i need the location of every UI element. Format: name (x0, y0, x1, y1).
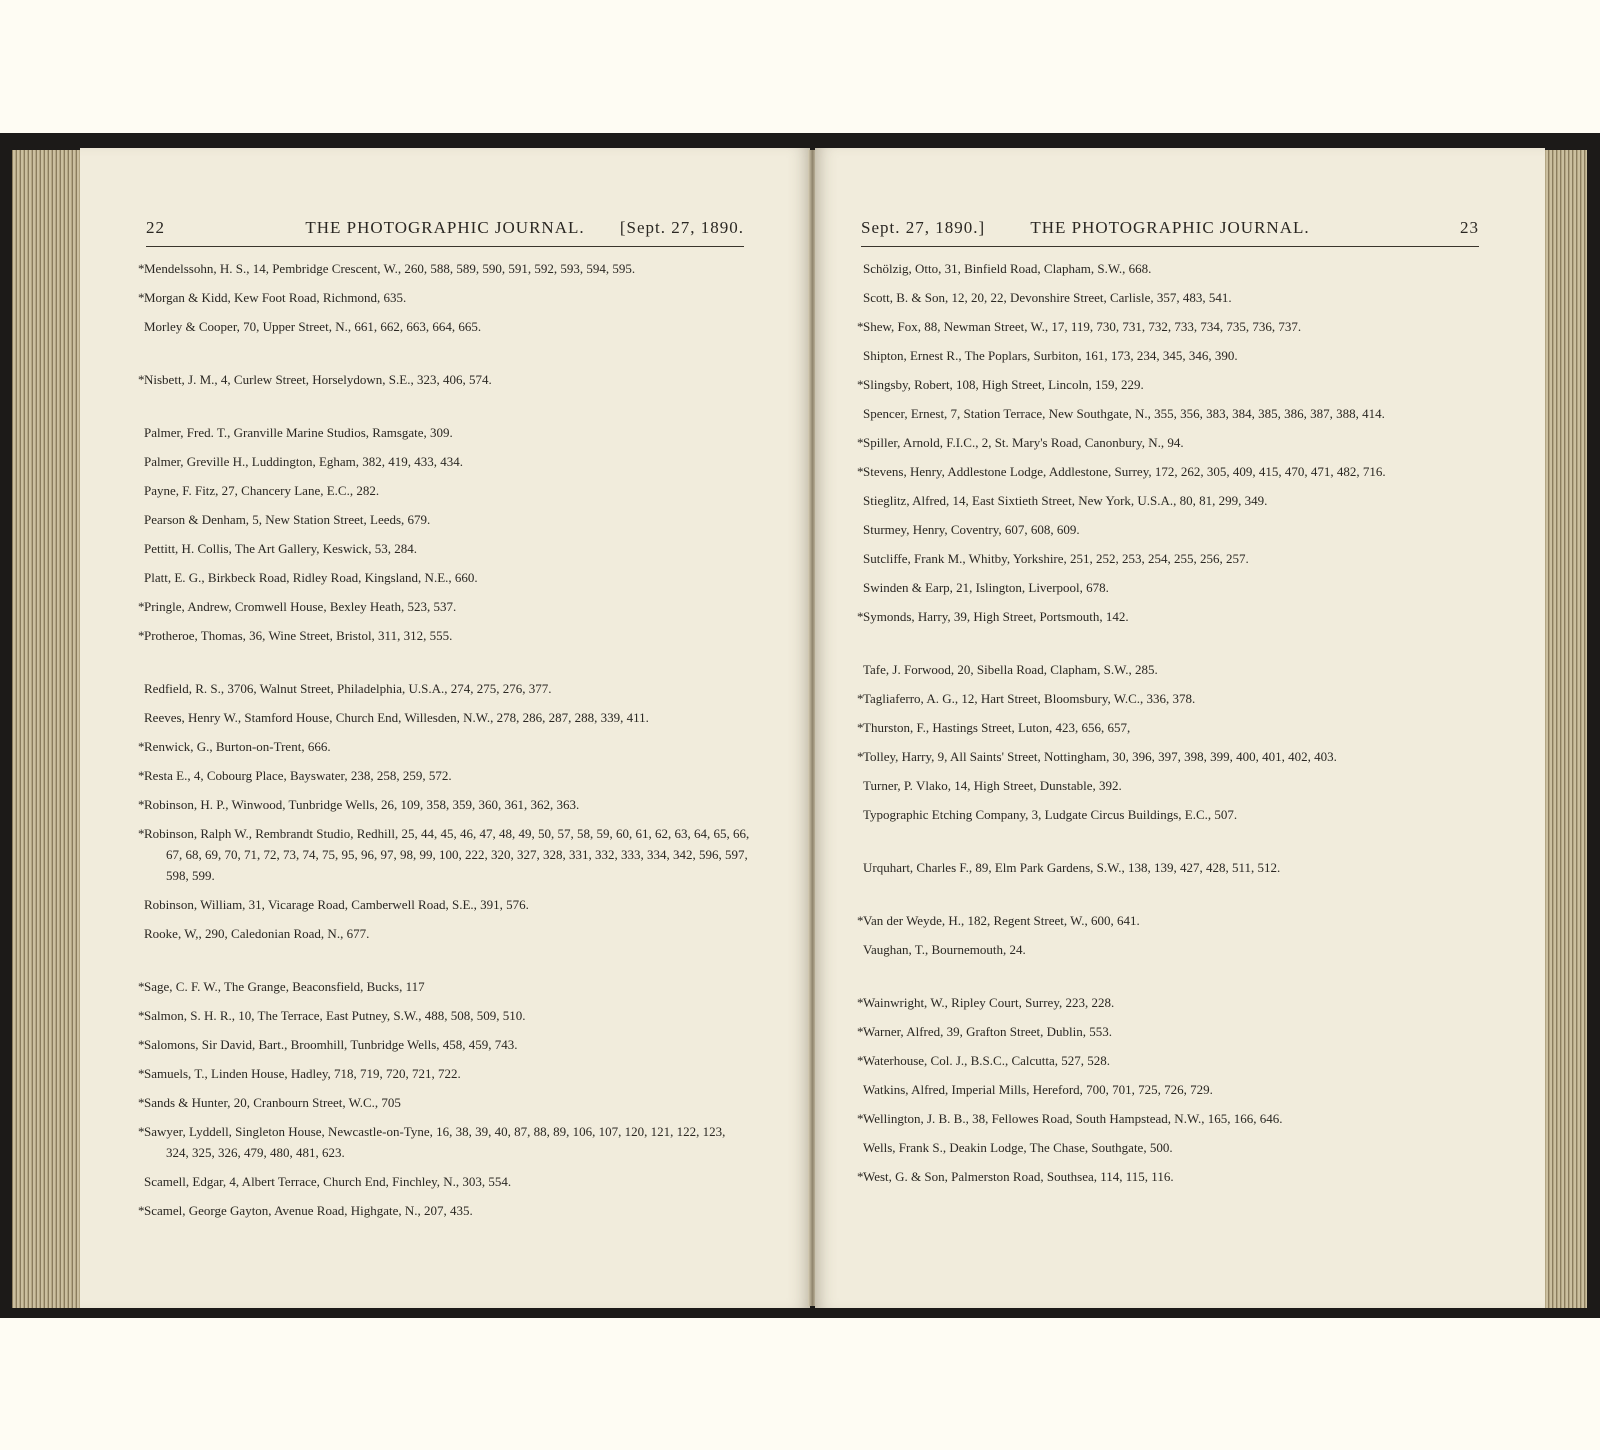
entry-text: Sutcliffe, Frank M., Whitby, Yorkshire, 251, 252, 253, 254, 255, 256, 257. (863, 551, 1249, 566)
index-entry (857, 688, 1481, 709)
index-entry (138, 1034, 750, 1055)
entry-text: Watkins, Alfred, Imperial Mills, Hereford, 700, 701, 725, 726, 729. (863, 1082, 1213, 1097)
entry-text: Scamell, Edgar, 4, Albert Terrace, Church End, Finchley, N., 303, 554. (144, 1174, 512, 1189)
index-entry (138, 823, 750, 886)
member-asterisk: * (138, 826, 145, 841)
entry-text: Slingsby, Robert, 108, High Street, Lincoln, 159, 229. (863, 377, 1144, 392)
member-asterisk: * (857, 1111, 864, 1126)
entry-text: Pringle, Andrew, Cromwell House, Bexley Heath, 523, 537. (144, 599, 457, 614)
member-asterisk: * (138, 1095, 145, 1110)
index-entry (138, 369, 750, 390)
entry-text: Sands & Hunter, 20, Cranbourn Street, W.C., 705 (144, 1095, 401, 1110)
index-entry (138, 422, 750, 443)
entry-text: Tolley, Harry, 9, All Saints' Street, Nottingham, 30, 396, 397, 398, 399, 400, 401, 402, 403. (863, 749, 1337, 764)
index-entry (857, 432, 1481, 453)
right-page-edges (1545, 150, 1587, 1308)
entry-text: Warner, Alfred, 39, Grafton Street, Dublin, 553. (863, 1024, 1112, 1039)
index-entry (138, 1005, 750, 1026)
index-entry (857, 490, 1481, 511)
entry-text: Wellington, J. B. B., 38, Fellowes Road, South Hampstead, N.W., 165, 166, 646. (863, 1111, 1283, 1126)
entry-text: Wells, Frank S., Deakin Lodge, The Chase, Southgate, 500. (863, 1140, 1173, 1155)
member-asterisk: * (857, 319, 864, 334)
member-asterisk: * (857, 691, 864, 706)
letter-group-gap (857, 886, 1481, 910)
index-entry (138, 1121, 750, 1163)
index-entry (138, 287, 750, 308)
index-entry (857, 1021, 1481, 1042)
index-entry (857, 746, 1481, 767)
letter-group-gap (857, 635, 1481, 659)
entry-text: Payne, F. Fitz, 27, Chancery Lane, E.C., 282. (144, 483, 380, 498)
entry-text: Pearson & Denham, 5, New Station Street, Leeds, 679. (144, 512, 431, 527)
index-entry (138, 1063, 750, 1084)
entry-text: Shew, Fox, 88, Newman Street, W., 17, 119, 730, 731, 732, 733, 734, 735, 736, 737. (863, 319, 1302, 334)
member-asterisk: * (138, 1203, 145, 1218)
index-entry (857, 992, 1481, 1013)
entry-text: Morgan & Kidd, Kew Foot Road, Richmond, 635. (144, 290, 407, 305)
index-entry (138, 625, 750, 646)
index-entry (138, 794, 750, 815)
member-asterisk: * (138, 1066, 145, 1081)
entry-text: Protheroe, Thomas, 36, Wine Street, Bristol, 311, 312, 555. (144, 628, 453, 643)
index-entry (857, 659, 1481, 680)
member-asterisk: * (138, 1008, 145, 1023)
member-asterisk: * (138, 1124, 145, 1139)
left-journal-title: THE PHOTOGRAPHIC JOURNAL. (305, 218, 585, 237)
index-entry (138, 736, 750, 757)
entry-text: Swinden & Earp, 21, Islington, Liverpool, 678. (863, 580, 1109, 595)
index-entry (857, 403, 1481, 424)
index-entry (857, 606, 1481, 627)
member-asterisk: * (138, 768, 145, 783)
index-entry (857, 775, 1481, 796)
index-entry (138, 707, 750, 728)
letter-group-gap (138, 654, 750, 678)
index-entry (138, 678, 750, 699)
member-asterisk: * (857, 377, 864, 392)
index-entry (857, 345, 1481, 366)
member-asterisk: * (857, 1053, 864, 1068)
right-running-header (861, 218, 1479, 247)
entry-text: Van der Weyde, H., 182, Regent Street, W., 600, 641. (863, 913, 1140, 928)
left-entry-list (138, 258, 750, 1229)
index-entry (138, 596, 750, 617)
right-page-number: 23 (1460, 218, 1479, 237)
member-asterisk: * (857, 435, 864, 450)
entry-text: Morley & Cooper, 70, Upper Street, N., 661, 662, 663, 664, 665. (144, 319, 482, 334)
letter-group-gap (138, 345, 750, 369)
index-entry (857, 519, 1481, 540)
index-entry (857, 910, 1481, 931)
entry-text: Robinson, William, 31, Vicarage Road, Camberwell Road, S.E., 391, 576. (144, 897, 529, 912)
entry-text: Schölzig, Otto, 31, Binfield Road, Clapham, S.W., 668. (863, 261, 1152, 276)
index-entry (138, 1092, 750, 1113)
entry-text: Reeves, Henry W., Stamford House, Church End, Willesden, N.W., 278, 286, 287, 288, 339, 411. (144, 710, 649, 725)
index-entry (857, 1050, 1481, 1071)
entry-text: Salomons, Sir David, Bart., Broomhill, Tunbridge Wells, 458, 459, 743. (144, 1037, 518, 1052)
member-asterisk: * (857, 609, 864, 624)
entry-text: Redfield, R. S., 3706, Walnut Street, Philadelphia, U.S.A., 274, 275, 276, 377. (144, 681, 552, 696)
index-entry (138, 923, 750, 944)
index-entry (138, 480, 750, 501)
index-entry (857, 857, 1481, 878)
entry-text: Nisbett, J. M., 4, Curlew Street, Horselydown, S.E., 323, 406, 574. (144, 372, 492, 387)
entry-text: Sage, C. F. W., The Grange, Beaconsfield, Bucks, 117 (144, 979, 425, 994)
entry-text: Symonds, Harry, 39, High Street, Portsmouth, 142. (863, 609, 1129, 624)
member-asterisk: * (138, 628, 145, 643)
member-asterisk: * (138, 261, 145, 276)
left-page (80, 148, 810, 1308)
entry-text: Thurston, F., Hastings Street, Luton, 423, 656, 657, (863, 720, 1131, 735)
index-entry (138, 567, 750, 588)
index-entry (857, 717, 1481, 738)
entry-text: West, G. & Son, Palmerston Road, Southsea, 114, 115, 116. (863, 1169, 1174, 1184)
right-journal-title: THE PHOTOGRAPHIC JOURNAL. (1030, 218, 1310, 237)
entry-text: Urquhart, Charles F., 89, Elm Park Gardens, S.W., 138, 139, 427, 428, 511, 512. (863, 860, 1281, 875)
letter-group-gap (857, 833, 1481, 857)
index-entry (857, 577, 1481, 598)
entry-text: Resta E., 4, Cobourg Place, Bayswater, 238, 258, 259, 572. (144, 768, 452, 783)
index-entry (857, 258, 1481, 279)
entry-text: Platt, E. G., Birkbeck Road, Ridley Road, Kingsland, N.E., 660. (144, 570, 478, 585)
index-entry (857, 1108, 1481, 1129)
entry-text: Shipton, Ernest R., The Poplars, Surbiton, 161, 173, 234, 345, 346, 390. (863, 348, 1238, 363)
index-entry (138, 316, 750, 337)
member-asterisk: * (857, 913, 864, 928)
member-asterisk: * (857, 1169, 864, 1184)
entry-text: Spencer, Ernest, 7, Station Terrace, New Southgate, N., 355, 356, 383, 384, 385, 386, 387, 388, 414. (863, 406, 1385, 421)
member-asterisk: * (138, 599, 145, 614)
member-asterisk: * (857, 464, 864, 479)
index-entry (138, 976, 750, 997)
index-entry (138, 258, 750, 279)
entry-text: Rooke, W,, 290, Caledonian Road, N., 677. (144, 926, 370, 941)
index-entry (857, 1137, 1481, 1158)
member-asterisk: * (857, 995, 864, 1010)
index-entry (857, 804, 1481, 825)
index-entry (857, 287, 1481, 308)
entry-text: Typographic Etching Company, 3, Ludgate Circus Buildings, E.C., 507. (863, 807, 1238, 822)
member-asterisk: * (138, 372, 145, 387)
entry-text: Robinson, Ralph W., Rembrandt Studio, Redhill, 25, 44, 45, 46, 47, 48, 49, 50, 57, 58, 59, 60, 61, 62, 63, 64, 65, 66, 67, 68, 69, 70, 71, 72, 73, 74, 75, 95, 96, 97, 98, 99, 100, 222, 320, 327, 328, 331, 332, 333, 334, 342, 596, 597, 598, 599. (144, 826, 750, 883)
member-asterisk: * (857, 720, 864, 735)
right-issue-date: Sept. 27, 1890.] (861, 218, 986, 237)
index-entry (138, 1171, 750, 1192)
index-entry (857, 548, 1481, 569)
index-entry (138, 509, 750, 530)
entry-text: Tagliaferro, A. G., 12, Hart Street, Bloomsbury, W.C., 336, 378. (863, 691, 1196, 706)
index-entry (857, 1166, 1481, 1187)
letter-group-gap (138, 398, 750, 422)
entry-text: Palmer, Greville H., Luddington, Egham, 382, 419, 433, 434. (144, 454, 464, 469)
letter-group-gap (857, 968, 1481, 992)
entry-text: Stevens, Henry, Addlestone Lodge, Addlestone, Surrey, 172, 262, 305, 409, 415, 470, 471, 482, 716. (863, 464, 1386, 479)
index-entry (138, 894, 750, 915)
entry-text: Mendelssohn, H. S., 14, Pembridge Crescent, W., 260, 588, 589, 590, 591, 592, 593, 594, 595. (144, 261, 636, 276)
letter-group-gap (138, 952, 750, 976)
entry-text: Sturmey, Henry, Coventry, 607, 608, 609. (863, 522, 1080, 537)
member-asterisk: * (138, 979, 145, 994)
left-page-edges (12, 150, 80, 1308)
entry-text: Wainwright, W., Ripley Court, Surrey, 223, 228. (863, 995, 1115, 1010)
member-asterisk: * (138, 1037, 145, 1052)
index-entry (857, 1079, 1481, 1100)
right-entry-list (857, 258, 1481, 1195)
index-entry (138, 1200, 750, 1221)
entry-text: Spiller, Arnold, F.I.C., 2, St. Mary's Road, Canonbury, N., 94. (863, 435, 1184, 450)
left-issue-date: [Sept. 27, 1890. (619, 218, 744, 237)
member-asterisk: * (138, 797, 145, 812)
entry-text: Samuels, T., Linden House, Hadley, 718, 719, 720, 721, 722. (144, 1066, 461, 1081)
entry-text: Palmer, Fred. T., Granville Marine Studios, Ramsgate, 309. (144, 425, 453, 440)
index-entry (857, 939, 1481, 960)
left-page-number: 22 (146, 218, 165, 237)
index-entry (138, 451, 750, 472)
entry-text: Pettitt, H. Collis, The Art Gallery, Keswick, 53, 284. (144, 541, 417, 556)
member-asterisk: * (138, 290, 145, 305)
right-page (815, 148, 1545, 1308)
entry-text: Stieglitz, Alfred, 14, East Sixtieth Street, New York, U.S.A., 80, 81, 299, 349. (863, 493, 1268, 508)
entry-text: Sawyer, Lyddell, Singleton House, Newcastle-on-Tyne, 16, 38, 39, 40, 87, 88, 89, 106, 107, 120, 121, 122, 123, 324, 325, 326, 479, 480, 481, 623. (144, 1124, 726, 1160)
index-entry (857, 374, 1481, 395)
entry-text: Salmon, S. H. R., 10, The Terrace, East Putney, S.W., 488, 508, 509, 510. (144, 1008, 526, 1023)
member-asterisk: * (138, 739, 145, 754)
entry-text: Scott, B. & Son, 12, 20, 22, Devonshire Street, Carlisle, 357, 483, 541. (863, 290, 1232, 305)
member-asterisk: * (857, 1024, 864, 1039)
index-entry (138, 765, 750, 786)
left-running-header (146, 218, 744, 247)
entry-text: Renwick, G., Burton-on-Trent, 666. (144, 739, 331, 754)
entry-text: Turner, P. Vlako, 14, High Street, Dunstable, 392. (863, 778, 1122, 793)
entry-text: Vaughan, T., Bournemouth, 24. (863, 942, 1026, 957)
index-entry (138, 538, 750, 559)
entry-text: Scamel, George Gayton, Avenue Road, Highgate, N., 207, 435. (144, 1203, 473, 1218)
index-entry (857, 316, 1481, 337)
entry-text: Waterhouse, Col. J., B.S.C., Calcutta, 527, 528. (863, 1053, 1111, 1068)
index-entry (857, 461, 1481, 482)
member-asterisk: * (857, 749, 864, 764)
entry-text: Robinson, H. P., Winwood, Tunbridge Wells, 26, 109, 358, 359, 360, 361, 362, 363. (144, 797, 580, 812)
entry-text: Tafe, J. Forwood, 20, Sibella Road, Clapham, S.W., 285. (863, 662, 1158, 677)
